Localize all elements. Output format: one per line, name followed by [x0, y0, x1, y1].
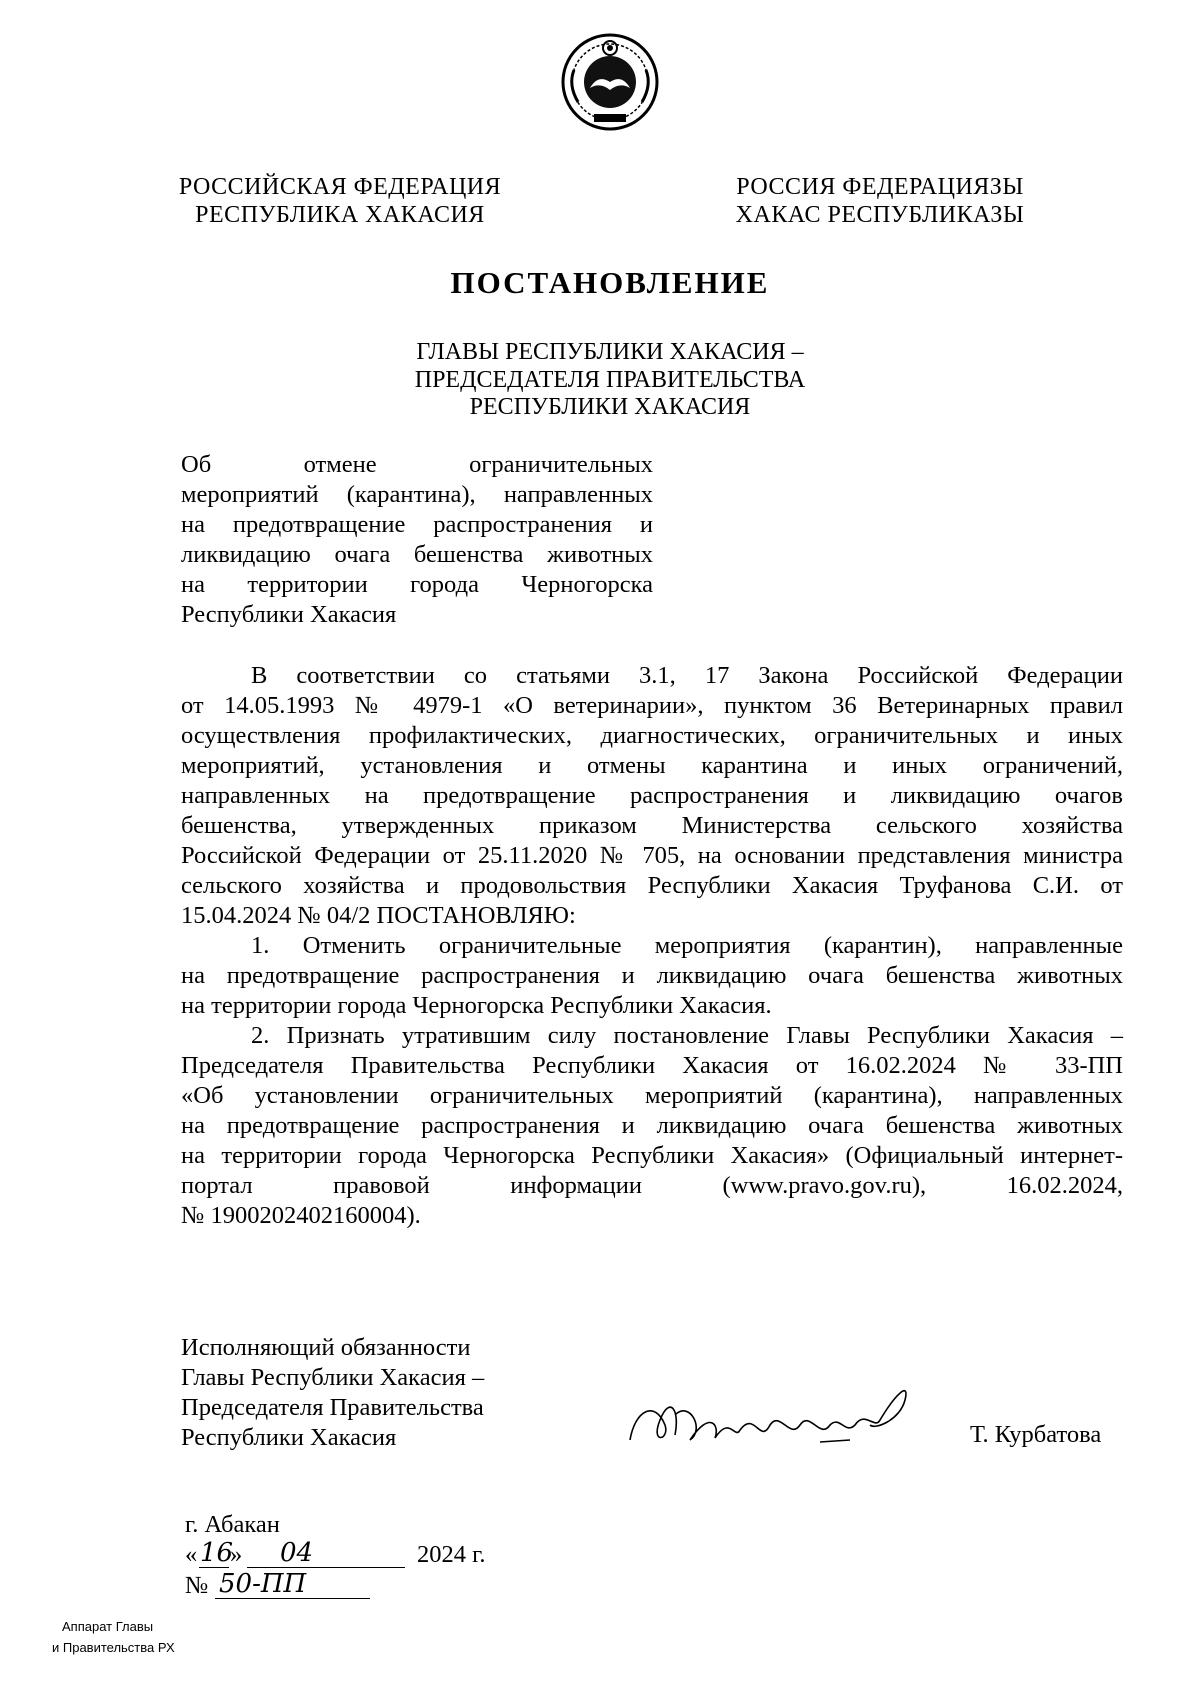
- issuer: [0, 339, 1200, 422]
- document-title: ПОСТАНОВЛЕНИЕ: [450, 265, 770, 300]
- date-close-quote: »: [230, 1541, 243, 1568]
- item2-line: Председателя Правительства Республики Хакасия от 16.02.2024 № 33-ПП: [181, 1052, 1123, 1079]
- subject-line: Республики Хакасия: [181, 601, 397, 628]
- issuer-line2: ПРЕДСЕДАТЕЛЯ ПРАВИТЕЛЬСТВА: [414, 366, 806, 393]
- item2-line: портал правовой информации (www.pravo.gov.ru), 16.02.2024,: [181, 1172, 1123, 1199]
- header-left-line1: РОССИЙСКАЯ ФЕДЕРАЦИЯ: [178, 174, 502, 200]
- signature-icon: [620, 1370, 930, 1460]
- item1-line: на предотвращение распространения и ликвидацию очага бешенства животных: [181, 962, 1123, 989]
- subject-line: Об отмене ограничительных: [181, 451, 653, 478]
- signatory-name: Т. Курбатова: [970, 1421, 1102, 1448]
- office-stamp: [52, 1616, 175, 1658]
- preamble-line: мероприятий, установления и отмены карантина и иных ограничений,: [181, 752, 1123, 779]
- document-number: 50-ПП: [219, 1569, 307, 1599]
- date-day: 16: [200, 1538, 234, 1568]
- issuer-line3: РЕСПУБЛИКИ ХАКАСИЯ: [469, 394, 751, 420]
- item1-line: на территории города Черногорска Республики Хакасия.: [181, 992, 772, 1019]
- preamble-line: осуществления профилактических, диагностических, ограничительных и иных: [181, 722, 1123, 749]
- day-underline: [199, 1567, 229, 1568]
- item2-line: на предотвращение распространения и ликвидацию очага бешенства животных: [181, 1112, 1123, 1139]
- subject-line: на территории города Черногорска: [181, 571, 653, 598]
- coat-of-arms-icon: [558, 30, 662, 132]
- preamble-line: от 14.05.1993 № 4979-1 «О ветеринарии», пунктом 36 Ветеринарных правил: [181, 692, 1123, 719]
- body-text: [181, 661, 1123, 1231]
- header-right: [700, 173, 1060, 229]
- subject-line: ликвидацию очага бешенства животных: [181, 541, 653, 568]
- stamp-line1: Аппарат Главы: [62, 1619, 154, 1634]
- preamble-line: Российской Федерации от 25.11.2020 № 705, на основании представления министра: [181, 842, 1123, 869]
- subject-line: на предотвращение распространения и: [181, 511, 653, 538]
- signatory-line1: Исполняющий обязанности: [181, 1334, 471, 1361]
- subject-line: мероприятий (карантина), направленных: [181, 481, 653, 508]
- preamble-line: сельского хозяйства и продовольствия Республики Хакасия Труфанова С.И. от: [181, 872, 1123, 899]
- item2-line: 2. Признать утратившим силу постановление Главы Республики Хакасия –: [251, 1022, 1123, 1049]
- month-underline: [247, 1567, 405, 1568]
- item2-line: № 1900202402160004).: [181, 1202, 421, 1229]
- item2-line: «Об установлении ограничительных мероприятий (карантина), направленных: [181, 1082, 1123, 1109]
- number-prefix: №: [185, 1572, 209, 1599]
- preamble-line: В соответствии со статьями 3.1, 17 Закона Российской Федерации: [251, 662, 1123, 689]
- signatory-block: [181, 1333, 541, 1453]
- signatory-line3: Председателя Правительства: [181, 1394, 484, 1421]
- stamp-line2: и Правительства РХ: [52, 1640, 175, 1655]
- header-right-line2: ХАКАС РЕСПУБЛИКАЗЫ: [735, 202, 1025, 228]
- issuer-line1: ГЛАВЫ РЕСПУБЛИКИ ХАКАСИЯ –: [416, 339, 804, 365]
- date-month: 04: [280, 1538, 314, 1568]
- header-left: [150, 173, 530, 229]
- item1-line: 1. Отменить ограничительные мероприятия (карантин), направленные: [251, 932, 1123, 959]
- signatory-line2: Главы Республики Хакасия –: [181, 1364, 485, 1391]
- preamble-line: 15.04.2024 № 04/2 ПОСТАНОВЛЯЮ:: [181, 902, 576, 929]
- header-right-line1: РОССИЯ ФЕДЕРАЦИЯЗЫ: [736, 174, 1024, 200]
- number-underline: [215, 1598, 370, 1599]
- date-open-quote: «: [185, 1541, 198, 1568]
- footer-city: г. Абакан: [185, 1511, 280, 1538]
- footer-number: [185, 1571, 385, 1605]
- date-year: 2024 г.: [417, 1541, 486, 1568]
- header-left-line2: РЕСПУБЛИКА ХАКАСИЯ: [195, 202, 485, 228]
- signatory-line4: Республики Хакасия: [181, 1424, 397, 1451]
- preamble-line: направленных на предотвращение распространения и ликвидацию очагов: [181, 782, 1123, 809]
- subject-block: [181, 450, 653, 630]
- preamble-line: бешенства, утвержденных приказом Министерства сельского хозяйства: [181, 812, 1123, 839]
- item2-line: на территории города Черногорска Республики Хакасия» (Официальный интернет-: [181, 1142, 1123, 1169]
